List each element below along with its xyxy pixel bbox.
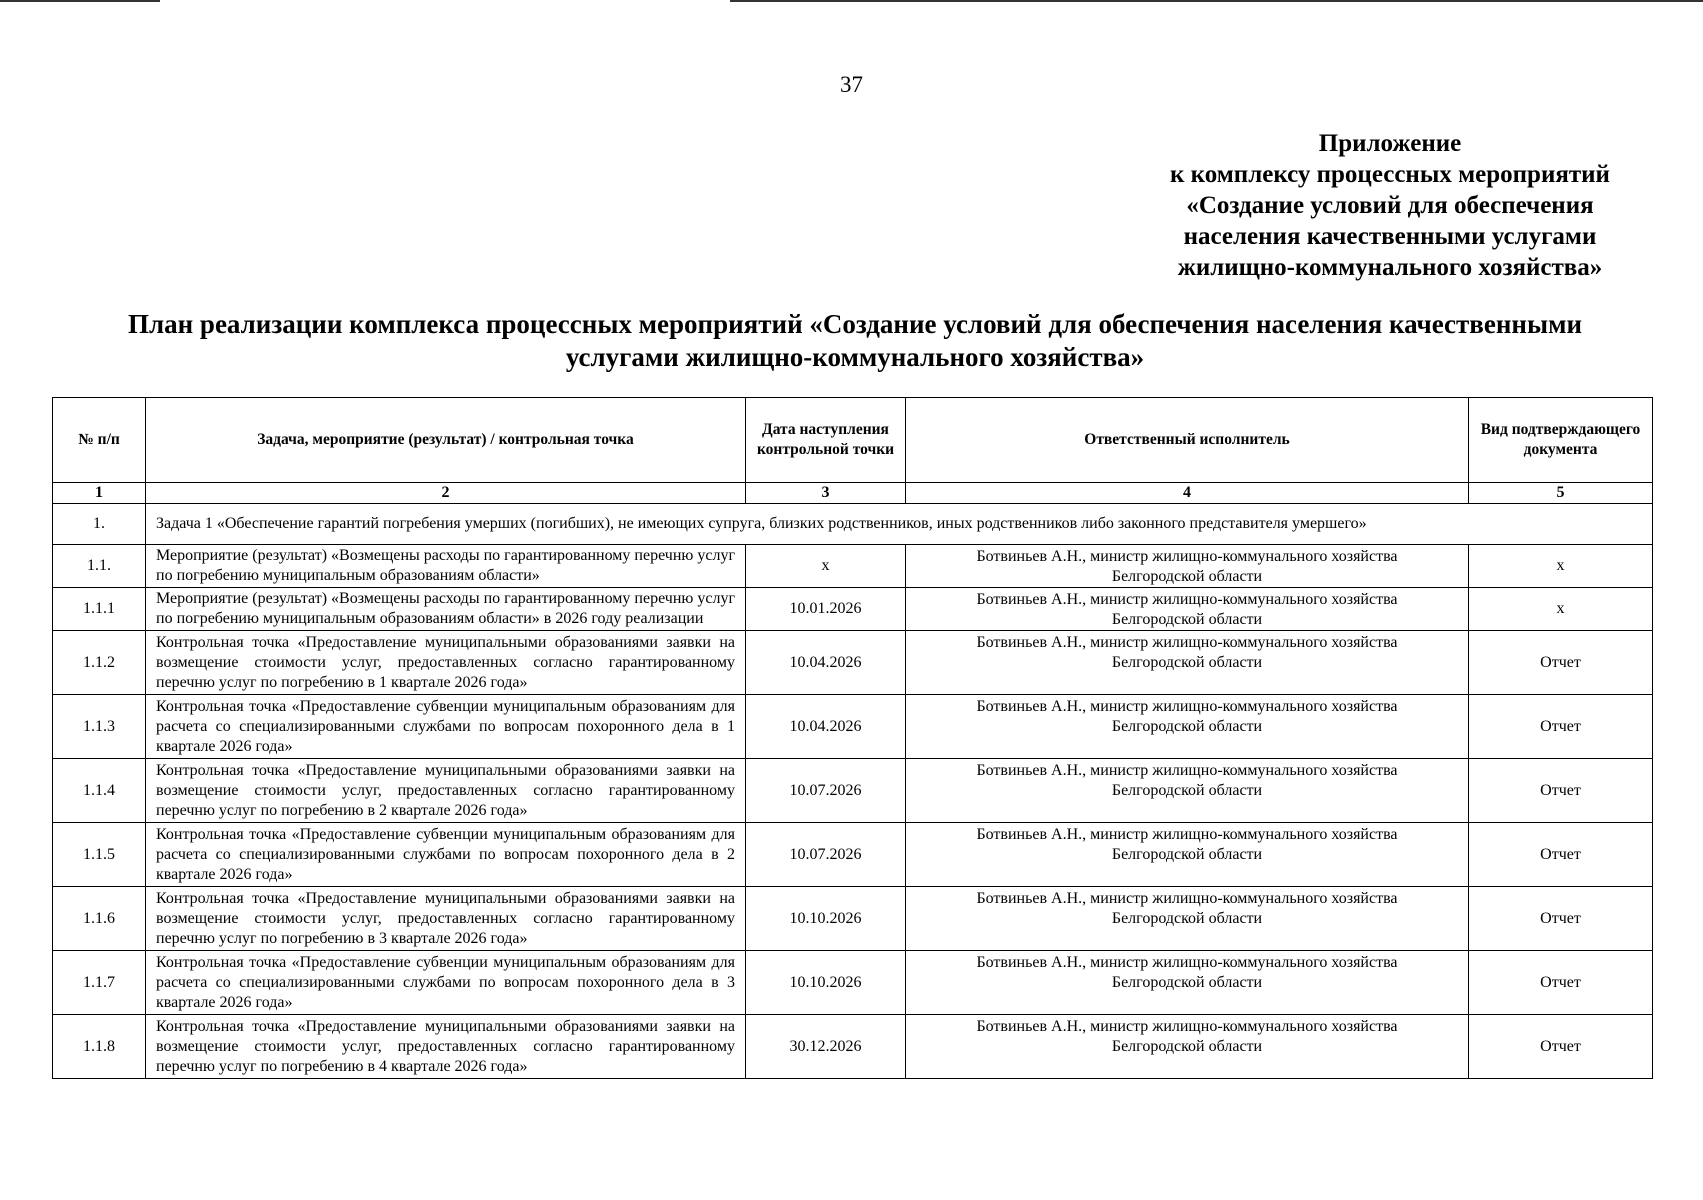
- row-num: 1.1.: [53, 545, 146, 588]
- appendix-block: [1100, 128, 1680, 283]
- executor-region: Белгородской области: [1111, 1038, 1263, 1055]
- executor-name: Ботвиньев А.Н., министр жилищно-коммунального хозяйства: [976, 634, 1398, 651]
- appendix-line: жилищно-коммунального хозяйства»: [1177, 254, 1603, 281]
- executor-region: Белгородской области: [1111, 568, 1263, 585]
- appendix-line: Приложение: [1318, 130, 1462, 157]
- row-executor: [906, 1015, 1469, 1079]
- executor-name: Ботвиньев А.Н., министр жилищно-коммунального хозяйства: [976, 548, 1398, 565]
- executor-region: Белгородской области: [1111, 782, 1263, 799]
- appendix-line: населения качественными услугами: [1183, 223, 1597, 250]
- row-description: Контрольная точка «Предоставление муниципальными образованиями заявки на возмещение стоимости услуг, предоставленных согласно гарантированному перечню услуг по погребению в 3 квартале 2026 года»: [146, 887, 746, 951]
- header-date: Дата наступления контрольной точки: [746, 398, 906, 483]
- row-description: Мероприятие (результат) «Возмещены расходы по гарантированному перечню услуг по погребению муниципальным образованиям области»: [146, 545, 746, 588]
- row-date: 10.04.2026: [746, 695, 906, 759]
- table-row: [53, 631, 1653, 695]
- table-row: [53, 951, 1653, 1015]
- executor-name: Ботвиньев А.Н., министр жилищно-коммунального хозяйства: [976, 826, 1398, 843]
- row-date: 10.07.2026: [746, 759, 906, 823]
- table-row: [53, 887, 1653, 951]
- document-title-line-1: План реализации комплекса процессных мероприятий «Создание условий для обеспечения населения качественными: [127, 309, 1583, 339]
- column-number-row: [53, 483, 1653, 504]
- header-document: Вид подтверждающего документа: [1469, 398, 1653, 483]
- table-row: [53, 545, 1653, 588]
- row-description: Мероприятие (результат) «Возмещены расходы по гарантированному перечню услуг по погребению муниципальным образованиям области» в 2026 году реализации: [146, 588, 746, 631]
- table-row: [53, 1015, 1653, 1079]
- column-number: 3: [746, 483, 906, 504]
- row-date: 10.01.2026: [746, 588, 906, 631]
- executor-region: Белгородской области: [1111, 974, 1263, 991]
- header-num: № п/п: [53, 398, 146, 483]
- executor-name: Ботвиньев А.Н., министр жилищно-коммунального хозяйства: [976, 954, 1398, 971]
- row-date: 30.12.2026: [746, 1015, 906, 1079]
- executor-region: Белгородской области: [1111, 611, 1263, 628]
- row-num: 1.1.1: [53, 588, 146, 631]
- row-document: Отчет: [1469, 631, 1653, 695]
- row-document: Отчет: [1469, 759, 1653, 823]
- row-description: Контрольная точка «Предоставление муниципальными образованиями заявки на возмещение стоимости услуг, предоставленных согласно гарантированному перечню услуг по погребению в 2 квартале 2026 года»: [146, 759, 746, 823]
- row-description: Контрольная точка «Предоставление субвенции муниципальным образованиям для расчета со специализированными службами по вопросам похоронного дела в 3 квартале 2026 года»: [146, 951, 746, 1015]
- row-num: 1.1.4: [53, 759, 146, 823]
- row-document: Отчет: [1469, 887, 1653, 951]
- row-date: 10.04.2026: [746, 631, 906, 695]
- row-num: 1.1.3: [53, 695, 146, 759]
- table-row: [53, 823, 1653, 887]
- task-text: [146, 504, 1653, 545]
- row-executor: [906, 887, 1469, 951]
- row-num: 1.1.5: [53, 823, 146, 887]
- executor-region: Белгородской области: [1111, 718, 1263, 735]
- appendix-line: «Создание условий для обеспечения: [1186, 192, 1594, 219]
- header-row: [53, 398, 1653, 483]
- scan-top-rule-right: [730, 0, 1703, 2]
- row-document: х: [1469, 545, 1653, 588]
- row-num: 1.1.6: [53, 887, 146, 951]
- row-document: Отчет: [1469, 1015, 1653, 1079]
- row-executor: [906, 951, 1469, 1015]
- executor-region: Белгородской области: [1111, 910, 1263, 927]
- executor-region: Белгородской области: [1111, 654, 1263, 671]
- row-date: 10.10.2026: [746, 887, 906, 951]
- document-title: [60, 308, 1650, 374]
- executor-name: Ботвиньев А.Н., министр жилищно-коммунального хозяйства: [976, 890, 1398, 907]
- row-date: х: [746, 545, 906, 588]
- row-document: х: [1469, 588, 1653, 631]
- task-row: [53, 504, 1653, 545]
- row-date: 10.10.2026: [746, 951, 906, 1015]
- task-num: 1.: [53, 504, 146, 545]
- executor-name: Ботвиньев А.Н., министр жилищно-коммунального хозяйства: [976, 591, 1398, 608]
- document-title-line-2: услугами жилищно-коммунального хозяйства»: [565, 342, 1145, 372]
- appendix-line: к комплексу процессных мероприятий: [1170, 161, 1610, 188]
- executor-name: Ботвиньев А.Н., министр жилищно-коммунального хозяйства: [976, 762, 1398, 779]
- table-row: [53, 588, 1653, 631]
- column-number: 5: [1469, 483, 1653, 504]
- plan-table: [52, 397, 1653, 1079]
- table-row: [53, 759, 1653, 823]
- row-description: Контрольная точка «Предоставление муниципальными образованиями заявки на возмещение стоимости услуг, предоставленных согласно гарантированному перечню услуг по погребению в 1 квартале 2026 года»: [146, 631, 746, 695]
- row-executor: [906, 695, 1469, 759]
- executor-name: Ботвиньев А.Н., министр жилищно-коммунального хозяйства: [976, 1018, 1398, 1035]
- row-executor: [906, 588, 1469, 631]
- header-executor: Ответственный исполнитель: [906, 398, 1469, 483]
- row-description: Контрольная точка «Предоставление муниципальными образованиями заявки на возмещение стоимости услуг, предоставленных согласно гарантированному перечню услуг по погребению в 4 квартале 2026 года»: [146, 1015, 746, 1079]
- row-document: Отчет: [1469, 823, 1653, 887]
- row-date: 10.07.2026: [746, 823, 906, 887]
- row-description: Контрольная точка «Предоставление субвенции муниципальным образованиям для расчета со специализированными службами по вопросам похоронного дела в 1 квартале 2026 года»: [146, 695, 746, 759]
- row-executor: [906, 823, 1469, 887]
- row-document: Отчет: [1469, 695, 1653, 759]
- executor-name: Ботвиньев А.Н., министр жилищно-коммунального хозяйства: [976, 698, 1398, 715]
- row-executor: [906, 759, 1469, 823]
- row-executor: [906, 631, 1469, 695]
- column-number: 4: [906, 483, 1469, 504]
- column-number: 1: [53, 483, 146, 504]
- task-text-content: Задача 1 «Обеспечение гарантий погребения умерших (погибших), не имеющих супруга, близких родственников, иных родственников либо законного представителя умершего»: [156, 515, 1367, 532]
- page-number: 37: [840, 72, 863, 97]
- scan-top-rule-left: [0, 0, 160, 2]
- row-executor: [906, 545, 1469, 588]
- column-number: 2: [146, 483, 746, 504]
- row-num: 1.1.8: [53, 1015, 146, 1079]
- row-num: 1.1.7: [53, 951, 146, 1015]
- row-document: Отчет: [1469, 951, 1653, 1015]
- header-task: Задача, мероприятие (результат) / контрольная точка: [146, 398, 746, 483]
- row-description: Контрольная точка «Предоставление субвенции муниципальным образованиям для расчета со специализированными службами по вопросам похоронного дела в 2 квартале 2026 года»: [146, 823, 746, 887]
- executor-region: Белгородской области: [1111, 846, 1263, 863]
- table-row: [53, 695, 1653, 759]
- row-num: 1.1.2: [53, 631, 146, 695]
